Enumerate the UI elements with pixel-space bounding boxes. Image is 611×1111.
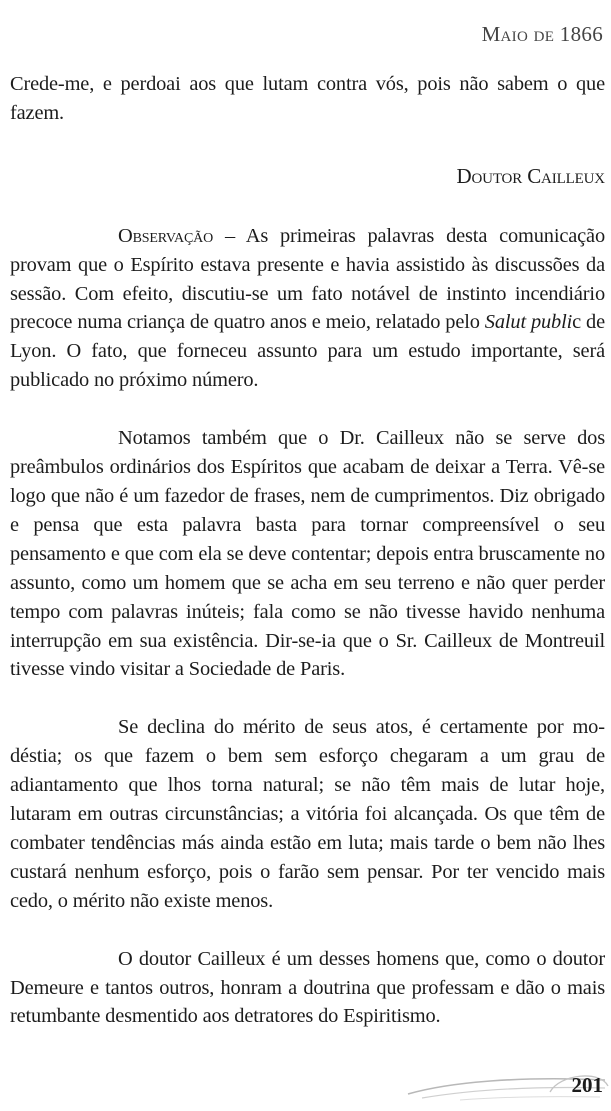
page-number: 201 xyxy=(571,1073,603,1097)
publication-title-end: c xyxy=(572,311,582,334)
publication-title: Salut publi xyxy=(484,311,573,334)
paragraph-closing-quote: Crede-me, e perdoai aos que lutam contra vós, pois não sabem o que fazem. xyxy=(10,73,605,124)
paragraph-preambles: Notamos também que o Dr. Cailleux não se serve dos preâmbulos ordinários dos Espíritos que acabam de deixar a Terra. Vê-se logo que não é um fazedor de frases, nem de cumprimentos. Diz obrigado e pensa que esta palavra basta para tornar compreensível o seu pensamento e que com ela se deve contentar; depois entra bruscamente no assunto, como um homem que se acha em seu terreno e não quer perder tempo com palavras inúteis; fala como se não tivesse havido nenhuma interrupção em sua existência. Dir-se-ia que o Sr. Cailleux de Montreuil tivesse vindo visitar a Sociedade de Paris. xyxy=(10,427,605,681)
observation-text: As primeiras palavras desta comunicação provam que o Espírito estava presente e havia assistido às discussões da sessão. Com efeito, discutiu-se um fato notável de instinto incendiário precoce numa criança de quatro anos e meio, relatado pelo xyxy=(10,224,605,334)
observation-text-end: de Lyon. O fato, que forneceu assunto para um estudo importante, será publicado no próximo número. xyxy=(10,311,605,392)
body-text xyxy=(10,70,605,1031)
paragraph-merit: Se declina do mérito de seus atos, é certamente por modéstia; os que fazem o bem sem esforço chegaram a um grau de adiantamento que lhos torna natural; se não têm mais de lutar hoje, lutaram em outras circunstâncias; a vitória foi alcançada. Os que têm de combater tendências más ainda estão em luta; mais tarde o bem não lhes custará nenhum esforço, pois o farão sem pensar. Por ter vencido mais cedo, o mérito não existe menos. xyxy=(10,716,605,912)
observation-dash: – xyxy=(213,224,246,247)
paragraph-observation xyxy=(10,222,605,395)
signature: Doutor Cailleux xyxy=(456,163,605,188)
observation-label: Observação xyxy=(118,224,214,247)
paragraph-doctor: O doutor Cailleux é um desses homens que, como o doutor Demeure e tantos outros, honram a doutrina que professam e dão o mais retumbante desmentido aos detratores do Espiritismo. xyxy=(10,947,605,1028)
running-header: Maio de 1866 xyxy=(481,22,603,46)
